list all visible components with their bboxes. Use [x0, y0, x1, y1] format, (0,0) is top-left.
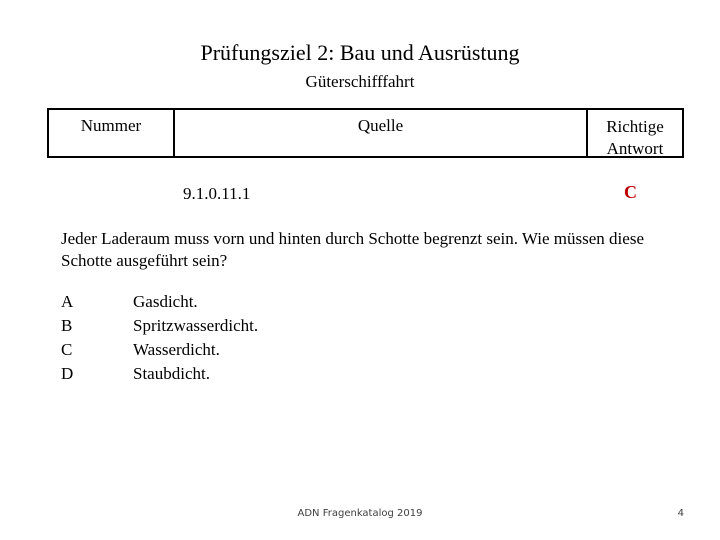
options-list [61, 291, 258, 387]
slide-subtitle: Güterschifffahrt [305, 72, 415, 91]
header-nummer: Nummer [80, 116, 142, 135]
header-richtige-line1: Richtige [606, 117, 664, 136]
header-quelle: Quelle [357, 116, 404, 135]
option-letter: C [61, 340, 73, 359]
footer-text: ADN Fragenkatalog 2019 [297, 508, 423, 519]
option-b [61, 315, 258, 339]
option-letter: D [61, 364, 74, 383]
option-d [61, 363, 258, 387]
option-letter: B [61, 316, 73, 335]
option-text: Staubdicht. [133, 364, 210, 383]
question-source: 9.1.0.11.1 [183, 184, 251, 203]
header-richtige-antwort [588, 116, 682, 160]
correct-answer: C [624, 182, 637, 202]
option-text: Spritzwasserdicht. [133, 316, 259, 335]
option-c [61, 339, 258, 363]
table-header [47, 108, 684, 158]
question-text: Jeder Laderaum muss vorn und hinten durch Schotte begrenzt sein. Wie müssen diese Schotte ausgeführt sein? [61, 229, 644, 270]
option-a [61, 291, 258, 315]
header-richtige-line2: Antwort [606, 139, 664, 158]
option-text: Wasserdicht. [133, 340, 220, 359]
option-text: Gasdicht. [133, 292, 198, 311]
option-letter: A [61, 292, 74, 311]
page-number: 4 [677, 508, 684, 519]
slide-title: Prüfungsziel 2: Bau und Ausrüstung [200, 40, 520, 65]
